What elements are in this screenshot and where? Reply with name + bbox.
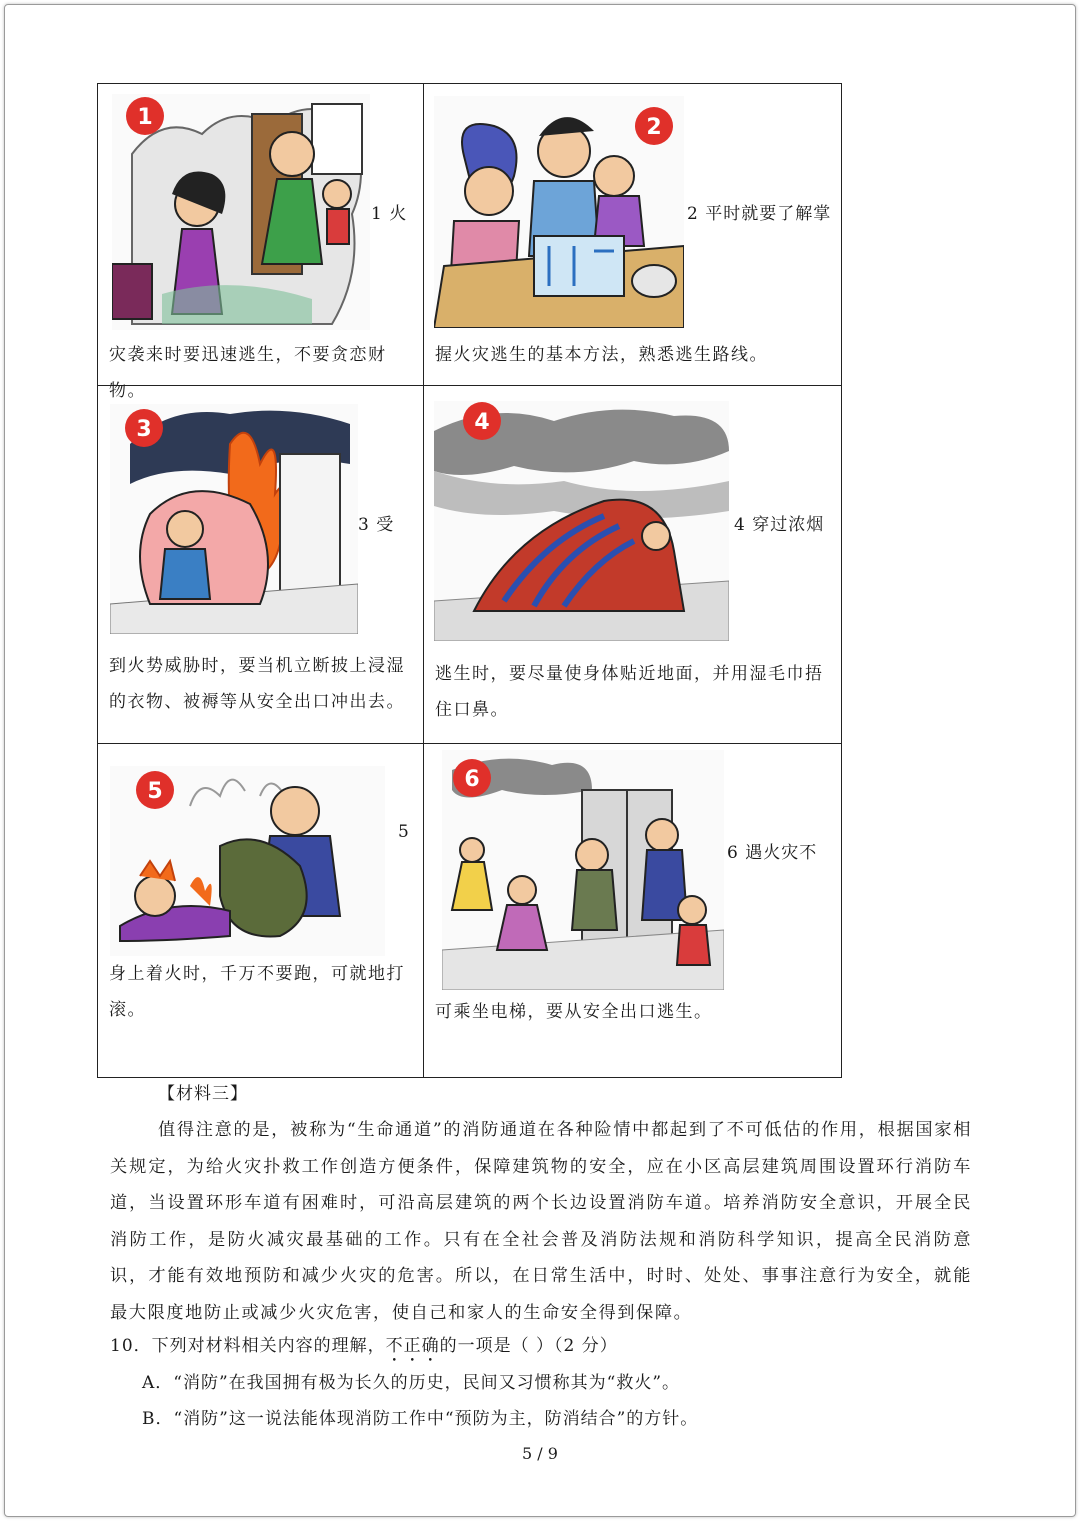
family-fleeing-fire-illustration	[112, 94, 370, 330]
question-suffix: 的一项是（ ）（2 分）	[439, 1336, 618, 1356]
material-paragraph: 值得注意的是，被称为“生命通道”的消防通道在各种险情中都起到了不可低估的作用，根据国家相关规定，为给火灾扑救工作创造方便条件，保障建筑物的安全，应在小区高层建筑周围设置环行消防车道，当设置环形车道有困难时，可沿高层建筑的两个长边设置消防车道。培养消防安全意识，开展全民消防工作，是防火减灾最基础的工作。只有在全社会普及消防法规和消防科学知识，提高全民消防意识，才能有效地预防和减少火灾的危害。所以，在日常生活中，时时、处处、事事注意行为安全，就能最大限度地防止或减少火灾危害，使自己和家人的生命安全得到保障。	[110, 1120, 972, 1323]
material-heading: 【材料三】	[158, 1084, 248, 1104]
panel-3-caption: 到火势威胁时，要当机立断披上浸湿的衣物、被褥等从安全出口冲出去。	[109, 656, 405, 712]
panel-1-caption: 灾袭来时要迅速逃生，不要贪恋财物。	[109, 345, 387, 401]
crawling-under-smoke-illustration	[434, 401, 729, 641]
panel-1-side-text: 1 火	[371, 204, 408, 224]
option-b: B．“消防”这一说法能体现消防工作中“预防为主，防消结合”的方针。	[142, 1409, 699, 1429]
panel-5-illustration	[110, 766, 385, 956]
panel-3-side-text: 3 受	[358, 515, 395, 535]
panel-5-side-text: 5	[398, 822, 410, 842]
panel-2-caption: 握火灾逃生的基本方法，熟悉逃生路线。	[435, 345, 768, 365]
panel-3	[98, 386, 424, 744]
panel-1-illustration	[112, 94, 370, 330]
rolling-on-ground-illustration	[110, 766, 385, 956]
question-emphasis: 不正确	[385, 1336, 440, 1356]
avoid-elevator-illustration	[442, 750, 724, 990]
panel-2-side-text: 2 平时就要了解掌	[687, 204, 832, 224]
option-a: A．“消防”在我国拥有极为长久的历史，民间又习惯称其为“救火”。	[142, 1373, 681, 1393]
panel-4-side-text: 4 穿过浓烟	[734, 515, 825, 535]
panel-1	[98, 84, 424, 401]
panel-1-badge: 1	[137, 105, 153, 130]
question-10-stem	[110, 1331, 618, 1366]
panel-4	[424, 386, 842, 744]
panel-4-caption: 逃生时，要尽量使身体贴近地面，并用湿毛巾捂住口鼻。	[435, 664, 824, 720]
panel-5-badge: 5	[147, 779, 163, 804]
panel-6-caption: 可乘坐电梯，要从安全出口逃生。	[435, 1002, 713, 1022]
page-number: 5 / 9	[522, 1444, 558, 1463]
panel-6-illustration	[442, 750, 724, 990]
panel-5	[98, 744, 424, 1078]
panel-2-badge: 2	[646, 115, 662, 140]
panel-5-caption: 身上着火时，千万不要跑，可就地打滚。	[109, 964, 405, 1020]
panel-2	[424, 84, 842, 386]
panel-2-illustration	[434, 96, 684, 328]
panel-6-badge: 6	[464, 767, 480, 792]
family-planning-escape-route-illustration	[434, 96, 684, 328]
panel-3-badge: 3	[136, 417, 152, 442]
panel-3-illustration	[110, 404, 358, 634]
comic-panel-grid	[97, 83, 842, 1078]
panel-4-illustration	[434, 401, 729, 641]
person-with-wet-blanket-illustration	[110, 404, 358, 634]
panel-4-badge: 4	[474, 410, 490, 435]
question-prefix: 10．下列对材料相关内容的理解，	[110, 1336, 386, 1356]
panel-6-side-text: 6 遇火灾不	[727, 843, 818, 863]
panel-6	[424, 744, 842, 1078]
